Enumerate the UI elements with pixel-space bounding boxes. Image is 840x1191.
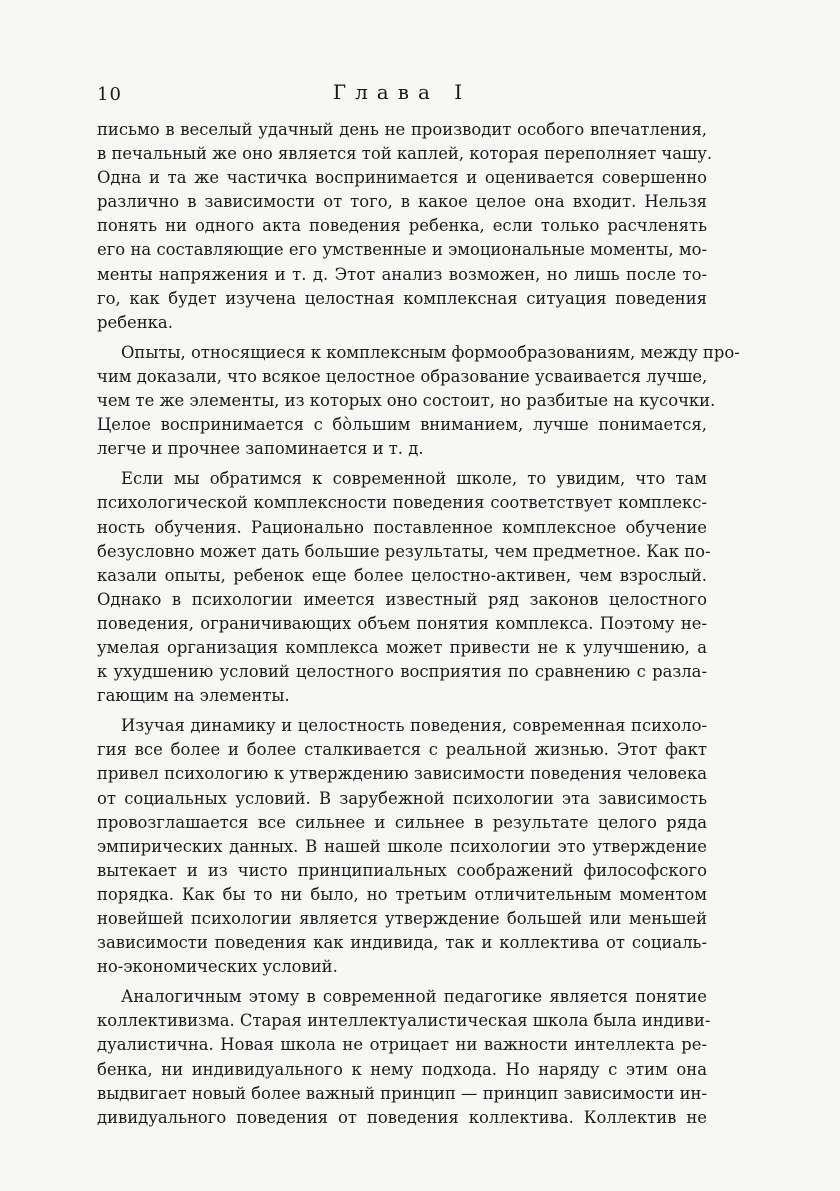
text-line: поведения, ограничивающих объем понятия комплекса. Поэтому не- — [97, 613, 707, 633]
text-line: выдвигает новый более важный принцип — принцип зависимости ин- — [97, 1083, 707, 1103]
text-line: Изучая динамику и целостность поведения, современная психоло- — [121, 716, 707, 736]
text-line: ребенка. — [97, 312, 173, 332]
text-line: безусловно может дать большие результаты, чем предметное. Как по- — [97, 541, 711, 561]
text-line: понять ни одного акта поведения ребенка, если только расчленять — [97, 216, 707, 236]
text-line: письмо в веселый удачный день не производит особого впечатления, — [97, 120, 707, 139]
text-line: го, как будет изучена целостная комплексная ситуация поведения — [97, 288, 707, 308]
paragraph-2 — [97, 341, 740, 461]
text-line: но-экономических условий. — [97, 957, 338, 977]
text-line: Если мы обратимся к современной школе, то увидим, что там — [121, 469, 707, 489]
text-line: зависимости поведения как индивида, так и коллектива от социаль- — [97, 933, 707, 953]
text-line: к ухудшению условий целостного восприятия по сравнению с разла- — [97, 662, 707, 682]
text-line: психологической комплексности поведения соответствует комплекс- — [97, 493, 707, 513]
text-line: коллективизма. Старая интеллектуалистическая школа была индиви- — [97, 1011, 711, 1031]
text-line: провозглашается все сильнее и сильнее в результате целого ряда — [97, 812, 707, 832]
text-line: в печальный же оно является той каплей, которая переполняет чашу. — [97, 144, 713, 164]
text-line: менты напряжения и т. д. Этот анализ возможен, но лишь после то- — [97, 264, 707, 284]
text-line: гия все более и более сталкивается с реальной жизнью. Этот факт — [97, 740, 707, 760]
text-line: различно в зависимости от того, в какое целое она входит. Нельзя — [97, 192, 707, 212]
text-line: Аналогичным этому в современной педагогике является понятие — [121, 987, 707, 1007]
text-line: Одна и та же частичка воспринимается и оценивается совершенно — [97, 168, 707, 188]
body-text — [97, 118, 740, 1130]
text-line: дуалистична. Новая школа не отрицает ни важности интеллекта ре- — [97, 1035, 707, 1055]
paragraph-4 — [97, 714, 707, 979]
paragraph-5 — [97, 985, 711, 1130]
text-line: Однако в психологии имеется известный ряд законов целостного — [97, 589, 707, 609]
text-line: новейшей психологии является утверждение большей или меньшей — [97, 909, 707, 928]
text-line: чим доказали, что всякое целостное образование усваивается лучше, — [97, 366, 708, 386]
text-line: бенка, ни индивидуального к нему подхода. Но наряду с этим она — [97, 1059, 707, 1079]
paragraph-1 — [97, 118, 713, 335]
page-number: 10 — [97, 84, 122, 105]
text-line: Опыты, относящиеся к комплексным формообразованиям, между про- — [121, 342, 740, 362]
text-line: казали опыты, ребенок еще более целостно-активен, чем взрослый. — [97, 565, 707, 585]
chapter-title: Глава I — [332, 80, 472, 104]
text-line: дивидуального поведения от поведения коллектива. Коллектив не — [97, 1107, 707, 1127]
text-line: чем те же элементы, из которых оно состоит, но разбитые на кусочки. — [97, 391, 716, 411]
text-line: привел психологию к утверждению зависимости поведения человека — [97, 764, 707, 784]
text-line: эмпирических данных. В нашей школе психологии это утверждение — [97, 836, 707, 856]
text-line: ность обучения. Рационально поставленное комплексное обучение — [97, 517, 707, 537]
text-line: от социальных условий. В зарубежной психологии эта зависимость — [97, 788, 707, 808]
text-line: Целое воспринимается с бо̀льшим вниманием, лучше понимается, — [97, 415, 707, 435]
paragraph-3 — [97, 467, 711, 708]
text-line: умелая организация комплекса может привести не к улучшению, а — [97, 637, 707, 657]
page-header — [97, 80, 707, 110]
text-line: гающим на элементы. — [97, 686, 290, 706]
text-line: его на составляющие его умственные и эмоциональные моменты, мо- — [97, 240, 707, 260]
text-line: вытекает и из чисто принципиальных соображений философского — [97, 860, 707, 880]
text-line: порядка. Как бы то ни было, но третьим отличительным моментом — [97, 884, 707, 904]
text-line: легче и прочнее запоминается и т. д. — [97, 439, 424, 459]
